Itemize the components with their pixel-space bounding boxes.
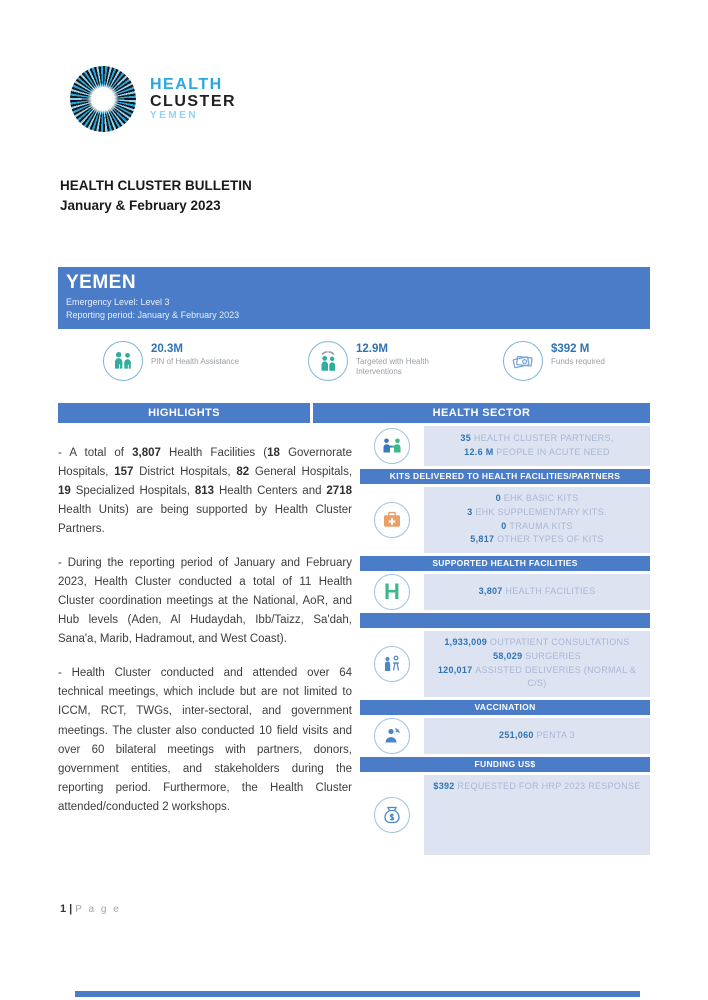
population-icon bbox=[103, 341, 143, 381]
page-footer bbox=[60, 903, 121, 915]
logo-word-yemen: YEMEN bbox=[150, 109, 199, 121]
funds-required-icon bbox=[503, 341, 543, 381]
stat-line bbox=[428, 520, 646, 534]
health-sector-band bbox=[360, 613, 650, 628]
section-headers bbox=[58, 403, 650, 423]
stat-label: HEALTH CLUSTER PARTNERS, bbox=[473, 432, 614, 443]
key-stat bbox=[308, 339, 503, 395]
bulletin-title: HEALTH CLUSTER BULLETIN bbox=[60, 178, 252, 193]
stat-label: OTHER TYPES OF KITS bbox=[497, 534, 604, 545]
health-sector-column bbox=[360, 426, 650, 858]
first-aid-kit-icon bbox=[374, 502, 410, 538]
stat-line bbox=[428, 492, 646, 506]
health-cluster-logo bbox=[0, 0, 708, 132]
funding-icon bbox=[374, 797, 410, 833]
health-sector-header: HEALTH SECTOR bbox=[313, 403, 650, 423]
bulletin-period: January & February 2023 bbox=[60, 198, 221, 214]
stat-label: TRAUMA KITS bbox=[509, 520, 573, 531]
stat-line bbox=[428, 650, 646, 664]
health-sector-stat-row bbox=[360, 631, 650, 697]
highlights-header: HIGHLIGHTS bbox=[58, 403, 310, 423]
stat-line bbox=[428, 585, 646, 599]
stat-line bbox=[428, 729, 646, 743]
stat-label: HEALTH FACILITIES bbox=[505, 585, 596, 596]
health-sector-stat-row bbox=[360, 574, 650, 610]
health-sector-band: SUPPORTED HEALTH FACILITIES bbox=[360, 556, 650, 571]
health-sector-stat-row bbox=[360, 775, 650, 855]
stat-value: 12.6 M bbox=[464, 446, 497, 457]
stat-value: 58,029 bbox=[493, 650, 526, 661]
highlight-paragraph: - During the reporting period of January and February 2023, Health Cluster conducted a total of 11 Health Cluster coordination meetings at the National, AoR, and Hub levels (Aden, Al Hudaydah, Ibb/Taizz, Sa'dah, Sana'a, Marib, Hadramout, and West Coast). bbox=[58, 556, 352, 646]
health-sector-stat-row bbox=[360, 718, 650, 754]
page-word: P a g e bbox=[75, 904, 121, 915]
key-stat bbox=[103, 339, 308, 395]
highlights-column bbox=[58, 426, 352, 858]
document-heading bbox=[0, 132, 708, 217]
stat-value: 1,933,009 bbox=[444, 636, 490, 647]
key-stat-value: 20.3M bbox=[151, 342, 183, 355]
key-stat-value: 12.9M bbox=[356, 342, 388, 355]
health-sector-band: FUNDING US$ bbox=[360, 757, 650, 772]
banner-country: YEMEN bbox=[66, 271, 137, 293]
stat-value: 0 bbox=[495, 492, 504, 503]
stat-value: 5,817 bbox=[470, 534, 498, 545]
stat-label: OUTPATIENT CONSULTATIONS bbox=[489, 636, 630, 647]
page-number: 1 | bbox=[60, 903, 73, 915]
key-stat-value: $392 M bbox=[551, 342, 590, 355]
stat-value: 0 bbox=[501, 520, 510, 531]
stat-value: 3,807 bbox=[478, 585, 506, 596]
stat-label: PEOPLE IN ACUTE NEED bbox=[496, 446, 610, 457]
logo-word-health: HEALTH bbox=[150, 75, 223, 93]
key-stat-label: PIN of Health Assistance bbox=[151, 356, 240, 366]
key-stat bbox=[503, 339, 605, 395]
stat-label: EHK BASIC KITS bbox=[503, 492, 579, 503]
bottom-divider-bar bbox=[75, 991, 640, 997]
consultations-icon bbox=[374, 646, 410, 682]
stat-value: $392 bbox=[433, 780, 458, 791]
stat-value: 251,060 bbox=[499, 729, 537, 740]
stat-value: 35 bbox=[460, 432, 474, 443]
banner-reporting-period: Reporting period: January & February 2023 bbox=[66, 310, 240, 321]
stat-label: EHK SUPPLEMENTARY KITS. bbox=[475, 506, 607, 517]
stat-label: REQUESTED FOR HRP 2023 RESPONSE bbox=[457, 780, 641, 791]
letter-H-glyph: H bbox=[384, 578, 400, 604]
hospital-icon bbox=[374, 574, 410, 610]
stat-label: ASSISTED DELIVERIES (NORMAL & C/S) bbox=[475, 664, 637, 689]
vaccination-icon bbox=[374, 718, 410, 754]
logo-word-cluster: CLUSTER bbox=[150, 92, 237, 110]
health-sector-band: VACCINATION bbox=[360, 700, 650, 715]
stat-value: 3 bbox=[467, 506, 476, 517]
key-stat-label: Targeted with Health Interventions bbox=[356, 356, 429, 377]
stat-line bbox=[428, 432, 646, 446]
stat-line bbox=[428, 533, 646, 547]
health-sector-band: KITS DELIVERED TO HEALTH FACILITIES/PARTNERS bbox=[360, 469, 650, 484]
health-sector-stat-row bbox=[360, 487, 650, 553]
stat-line bbox=[428, 780, 646, 794]
stat-line bbox=[428, 506, 646, 520]
banner-emergency-level: Emergency Level: Level 3 bbox=[66, 296, 170, 307]
two-column-content bbox=[58, 426, 650, 858]
stat-label: SURGERIES bbox=[525, 650, 581, 661]
stat-line bbox=[428, 446, 646, 460]
highlight-paragraph: - Health Cluster conducted and attended over 64 technical meetings, which include but are not limited to ICCM, RCT, TWGs, inter-sectoral, and government meetings. The cluster also conducted 10 field visits and over 60 bilateral meetings with partners, donors, government entities, and stakeholders during the reporting period. Furthermore, the Health Cluster attended/conducted 2 workshops. bbox=[58, 667, 352, 813]
spiral-logo-icon bbox=[70, 66, 136, 132]
key-stat-label: Funds required bbox=[551, 356, 605, 366]
highlight-paragraph: - A total of 3,807 Health Facilities (18 Governorate Hospitals, 157 District Hospitals, 82 General Hospitals, 19 Specialized Hospitals, 813 Health Centers and 2718 Health Units) are being supported by Health Cluster Partners. bbox=[58, 446, 353, 535]
stat-line bbox=[428, 664, 646, 692]
country-banner bbox=[58, 267, 650, 329]
stat-value: 120,017 bbox=[437, 664, 476, 675]
stat-label: PENTA 3 bbox=[536, 729, 575, 740]
key-stats-row bbox=[58, 339, 650, 395]
health-sector-stat-row bbox=[360, 426, 650, 466]
stat-line bbox=[428, 636, 646, 650]
partners-icon bbox=[374, 428, 410, 464]
targeted-population-icon bbox=[308, 341, 348, 381]
